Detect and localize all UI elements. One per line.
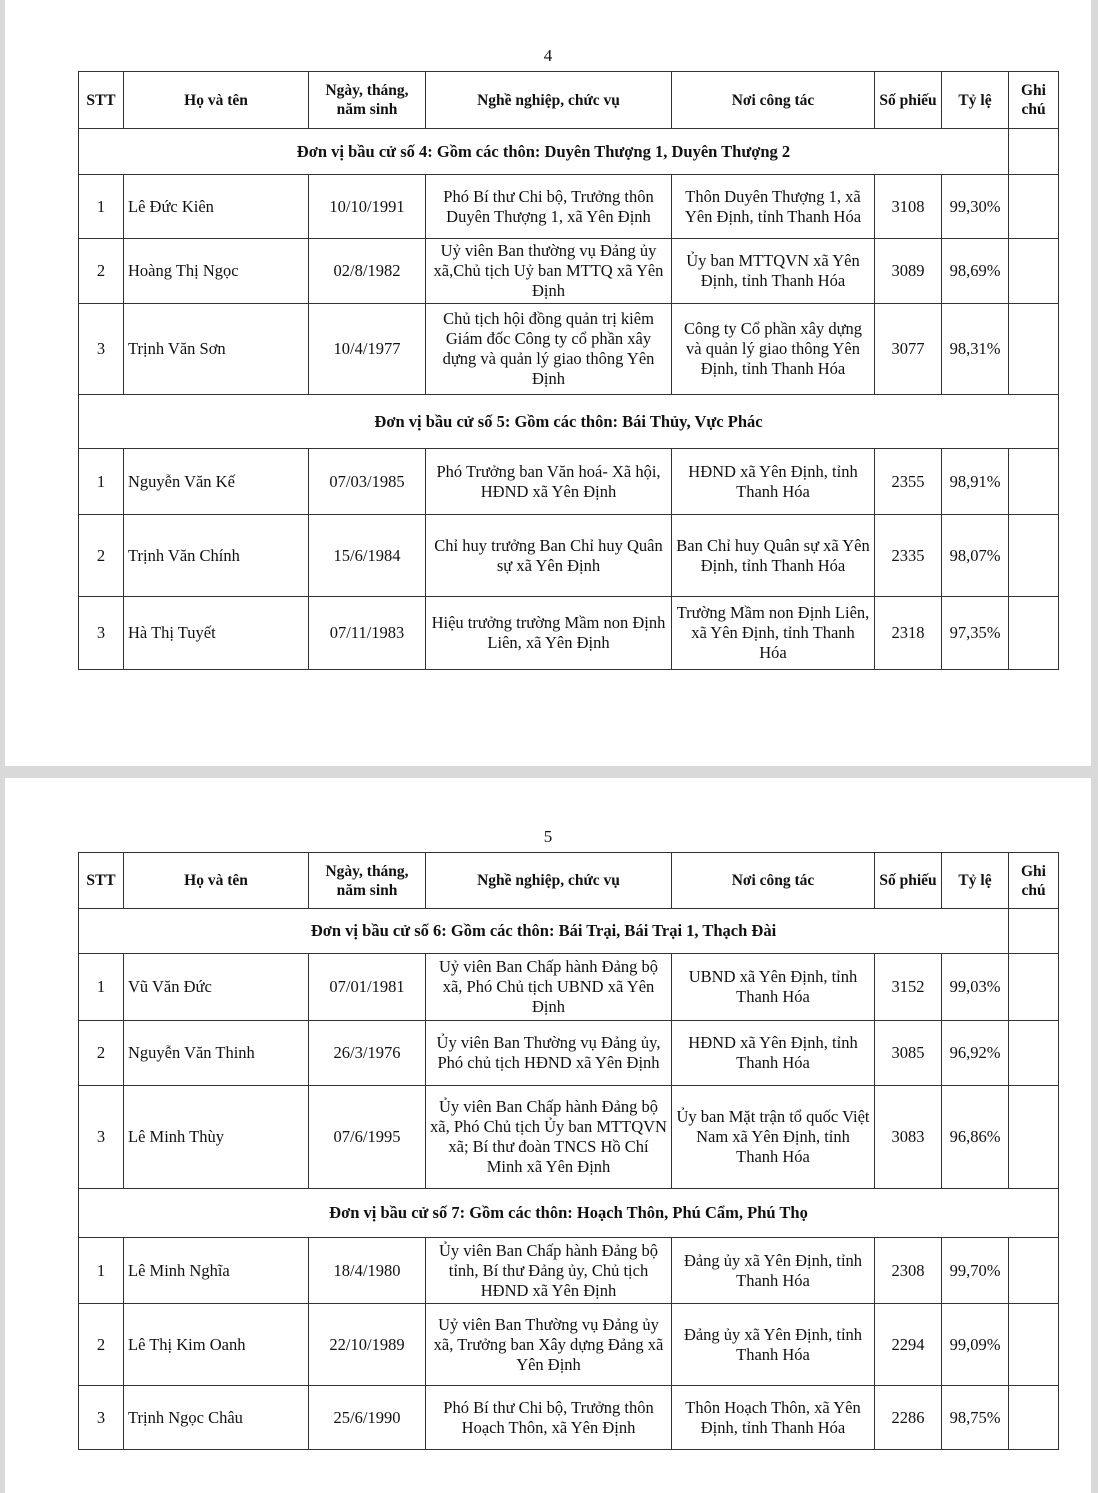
- cell-name: Trịnh Văn Chính: [124, 515, 309, 597]
- page-number: 4: [543, 46, 553, 65]
- document-page-4: [5, 0, 1091, 766]
- candidates-table: [78, 852, 1059, 1450]
- cell-name: Lê Minh Nghĩa: [124, 1238, 309, 1304]
- header-note: Ghi chú: [1009, 72, 1059, 129]
- cell-occupation: Chủ tịch hội đồng quản trị kiêm Giám đốc Công ty cổ phần xây dựng và quản lý giao thông Yên Định: [426, 304, 672, 395]
- header-dob: Ngày, tháng, năm sinh: [309, 853, 426, 909]
- cell-note: [1009, 304, 1059, 395]
- cell-votes: 3085: [875, 1021, 942, 1086]
- cell-votes: 2294: [875, 1304, 942, 1386]
- table-row: [79, 515, 1059, 597]
- cell-occupation: Phó Trưởng ban Văn hoá- Xã hội, HĐND xã Yên Định: [426, 449, 672, 515]
- cell-votes: 2355: [875, 449, 942, 515]
- cell-stt: 2: [79, 1021, 124, 1086]
- cell-rate: 98,07%: [942, 515, 1009, 597]
- unit-heading-row: [79, 129, 1059, 175]
- cell-occupation: Ủy viên Ban Chấp hành Đảng bộ tỉnh, Bí thư Đảng ủy, Chủ tịch HĐND xã Yên Định: [426, 1238, 672, 1304]
- cell-dob: 22/10/1989: [309, 1304, 426, 1386]
- cell-workplace: HĐND xã Yên Định, tỉnh Thanh Hóa: [672, 449, 875, 515]
- table-row: [79, 1238, 1059, 1304]
- cell-name: Trịnh Ngọc Châu: [124, 1386, 309, 1450]
- page-number: 5: [543, 827, 553, 846]
- cell-stt: 1: [79, 175, 124, 239]
- cell-votes: 3089: [875, 239, 942, 304]
- cell-note: [1009, 515, 1059, 597]
- table-row: [79, 304, 1059, 395]
- cell-note: [1009, 1386, 1059, 1450]
- cell-dob: 07/11/1983: [309, 597, 426, 670]
- cell-occupation: Chỉ huy trưởng Ban Chỉ huy Quân sự xã Yên Định: [426, 515, 672, 597]
- cell-votes: 2286: [875, 1386, 942, 1450]
- candidates-table: [78, 71, 1059, 670]
- cell-dob: 25/6/1990: [309, 1386, 426, 1450]
- header-workplace: Nơi công tác: [672, 72, 875, 129]
- cell-note: [1009, 1021, 1059, 1086]
- cell-note: [1009, 449, 1059, 515]
- cell-votes: 2318: [875, 597, 942, 670]
- cell-workplace: Ban Chỉ huy Quân sự xã Yên Định, tỉnh Thanh Hóa: [672, 515, 875, 597]
- cell-name: Trịnh Văn Sơn: [124, 304, 309, 395]
- cell-stt: 3: [79, 1386, 124, 1450]
- cell-rate: 98,91%: [942, 449, 1009, 515]
- cell-name: Lê Đức Kiên: [124, 175, 309, 239]
- cell-occupation: Uỷ viên Ban Chấp hành Đảng bộ xã, Phó Chủ tịch UBND xã Yên Định: [426, 954, 672, 1021]
- cell-name: Hoàng Thị Ngọc: [124, 239, 309, 304]
- cell-dob: 18/4/1980: [309, 1238, 426, 1304]
- header-note: Ghi chú: [1009, 853, 1059, 909]
- document-page-5: [5, 778, 1091, 1493]
- table-row: [79, 449, 1059, 515]
- cell-occupation: Ủy viên Ban Thường vụ Đảng ủy, Phó chủ tịch HĐND xã Yên Định: [426, 1021, 672, 1086]
- cell-workplace: UBND xã Yên Định, tỉnh Thanh Hóa: [672, 954, 875, 1021]
- header-rate: Tỷ lệ: [942, 72, 1009, 129]
- header-workplace: Nơi công tác: [672, 853, 875, 909]
- cell-workplace: Đảng ủy xã Yên Định, tỉnh Thanh Hóa: [672, 1304, 875, 1386]
- header-occupation: Nghề nghiệp, chức vụ: [426, 853, 672, 909]
- cell-stt: 1: [79, 954, 124, 1021]
- cell-occupation: Uỷ viên Ban Thường vụ Đảng ủy xã, Trưởng ban Xây dựng Đảng xã Yên Định: [426, 1304, 672, 1386]
- table-header-row: [79, 853, 1059, 909]
- cell-dob: 26/3/1976: [309, 1021, 426, 1086]
- header-votes: Số phiếu: [875, 72, 942, 129]
- header-name: Họ và tên: [124, 853, 309, 909]
- cell-occupation: Phó Bí thư Chi bộ, Trưởng thôn Hoạch Thôn, xã Yên Định: [426, 1386, 672, 1450]
- cell-name: Lê Minh Thùy: [124, 1086, 309, 1189]
- header-name: Họ và tên: [124, 72, 309, 129]
- table-row: [79, 175, 1059, 239]
- table-row: [79, 597, 1059, 670]
- unit-title: Đơn vị bầu cử số 4: Gồm các thôn: Duyên Thượng 1, Duyên Thượng 2: [79, 129, 1009, 175]
- cell-stt: 3: [79, 597, 124, 670]
- cell-workplace: Đảng ủy xã Yên Định, tỉnh Thanh Hóa: [672, 1238, 875, 1304]
- cell-note: [1009, 239, 1059, 304]
- cell-name: Nguyễn Văn Thinh: [124, 1021, 309, 1086]
- cell-workplace: Công ty Cổ phần xây dựng và quản lý giao thông Yên Định, tỉnh Thanh Hóa: [672, 304, 875, 395]
- cell-note: [1009, 1086, 1059, 1189]
- unit-title: Đơn vị bầu cử số 7: Gồm các thôn: Hoạch Thôn, Phú Cẩm, Phú Thọ: [79, 1189, 1059, 1238]
- cell-dob: 10/10/1991: [309, 175, 426, 239]
- cell-rate: 99,30%: [942, 175, 1009, 239]
- cell-note: [1009, 1304, 1059, 1386]
- cell-rate: 98,75%: [942, 1386, 1009, 1450]
- cell-rate: 99,03%: [942, 954, 1009, 1021]
- cell-stt: 2: [79, 239, 124, 304]
- table-row: [79, 1021, 1059, 1086]
- table-row: [79, 954, 1059, 1021]
- cell-occupation: Uỷ viên Ban thường vụ Đảng ủy xã,Chủ tịch Uỷ ban MTTQ xã Yên Định: [426, 239, 672, 304]
- cell-rate: 98,69%: [942, 239, 1009, 304]
- cell-stt: 1: [79, 1238, 124, 1304]
- cell-note: [1009, 1238, 1059, 1304]
- cell-stt: 1: [79, 449, 124, 515]
- cell-note: [1009, 175, 1059, 239]
- cell-dob: 07/03/1985: [309, 449, 426, 515]
- cell-workplace: Thôn Duyên Thượng 1, xã Yên Định, tỉnh Thanh Hóa: [672, 175, 875, 239]
- cell-rate: 96,92%: [942, 1021, 1009, 1086]
- cell-name: Hà Thị Tuyết: [124, 597, 309, 670]
- cell-stt: 3: [79, 1086, 124, 1189]
- header-dob: Ngày, tháng, năm sinh: [309, 72, 426, 129]
- cell-votes: 3108: [875, 175, 942, 239]
- cell-rate: 98,31%: [942, 304, 1009, 395]
- table-row: [79, 239, 1059, 304]
- cell-occupation: Phó Bí thư Chi bộ, Trưởng thôn Duyên Thượng 1, xã Yên Định: [426, 175, 672, 239]
- header-stt: STT: [79, 853, 124, 909]
- cell-votes: 2308: [875, 1238, 942, 1304]
- cell-name: Lê Thị Kim Oanh: [124, 1304, 309, 1386]
- cell-stt: 2: [79, 1304, 124, 1386]
- cell-dob: 07/6/1995: [309, 1086, 426, 1189]
- header-stt: STT: [79, 72, 124, 129]
- cell-workplace: Ủy ban MTTQVN xã Yên Định, tỉnh Thanh Hóa: [672, 239, 875, 304]
- cell-stt: 3: [79, 304, 124, 395]
- unit-title: Đơn vị bầu cử số 5: Gồm các thôn: Bái Thủy, Vực Phác: [79, 395, 1059, 449]
- cell-workplace: HĐND xã Yên Định, tỉnh Thanh Hóa: [672, 1021, 875, 1086]
- cell-name: Nguyễn Văn Kế: [124, 449, 309, 515]
- cell-workplace: Trường Mầm non Định Liên, xã Yên Định, tỉnh Thanh Hóa: [672, 597, 875, 670]
- table-row: [79, 1086, 1059, 1189]
- unit-heading-row: [79, 395, 1059, 449]
- header-occupation: Nghề nghiệp, chức vụ: [426, 72, 672, 129]
- cell-note: [1009, 597, 1059, 670]
- cell-note: [1009, 954, 1059, 1021]
- cell-votes: 2335: [875, 515, 942, 597]
- cell-rate: 97,35%: [942, 597, 1009, 670]
- unit-title: Đơn vị bầu cử số 6: Gồm các thôn: Bái Trại, Bái Trại 1, Thạch Đài: [79, 909, 1009, 954]
- header-rate: Tỷ lệ: [942, 853, 1009, 909]
- cell-name: Vũ Văn Đức: [124, 954, 309, 1021]
- table-row: [79, 1386, 1059, 1450]
- cell-dob: 07/01/1981: [309, 954, 426, 1021]
- unit-heading-row: [79, 909, 1059, 954]
- cell-workplace: Thôn Hoạch Thôn, xã Yên Định, tỉnh Thanh Hóa: [672, 1386, 875, 1450]
- cell-rate: 99,09%: [942, 1304, 1009, 1386]
- header-votes: Số phiếu: [875, 853, 942, 909]
- cell-stt: 2: [79, 515, 124, 597]
- unit-heading-row: [79, 1189, 1059, 1238]
- cell-votes: 3077: [875, 304, 942, 395]
- cell-occupation: Ủy viên Ban Chấp hành Đảng bộ xã, Phó Chủ tịch Ủy ban MTTQVN xã; Bí thư đoàn TNCS Hồ Chí Minh xã Yên Định: [426, 1086, 672, 1189]
- cell-workplace: Ủy ban Mặt trận tổ quốc Việt Nam xã Yên Định, tỉnh Thanh Hóa: [672, 1086, 875, 1189]
- empty-cell: [1009, 129, 1059, 175]
- table-header-row: [79, 72, 1059, 129]
- cell-dob: 10/4/1977: [309, 304, 426, 395]
- cell-dob: 15/6/1984: [309, 515, 426, 597]
- cell-votes: 3083: [875, 1086, 942, 1189]
- empty-cell: [1009, 909, 1059, 954]
- table-row: [79, 1304, 1059, 1386]
- cell-rate: 99,70%: [942, 1238, 1009, 1304]
- cell-dob: 02/8/1982: [309, 239, 426, 304]
- cell-occupation: Hiệu trưởng trường Mầm non Định Liên, xã Yên Định: [426, 597, 672, 670]
- cell-rate: 96,86%: [942, 1086, 1009, 1189]
- cell-votes: 3152: [875, 954, 942, 1021]
